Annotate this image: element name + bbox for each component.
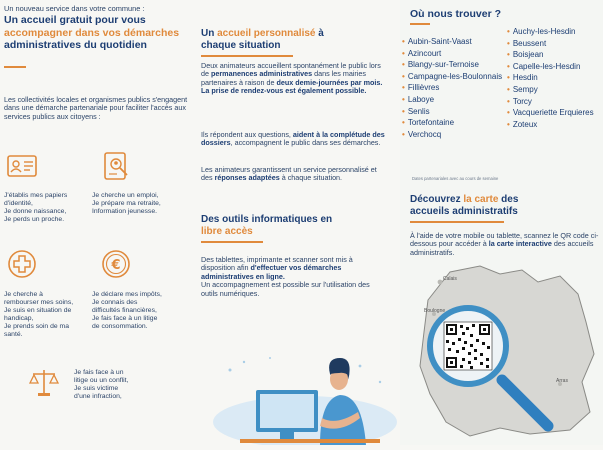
list-item: • Zoteux [507,119,538,129]
map-label-calais: Calais [443,276,457,282]
map-label-boulogne: Boulogne [424,308,446,314]
location-list-left [402,36,502,140]
heading-underline-2 [201,241,263,243]
intro-text: Un nouveau service dans votre commune : [4,4,145,13]
job-search-icon [100,150,132,182]
list-item: • Tortefontaine [402,118,455,128]
list-item: • Campagne-les-Boulonnais [402,71,503,81]
justice-scale-icon [28,366,60,398]
list-item: • Beussent [507,38,547,48]
list-item: • Hesdin [507,73,538,83]
list-item: • Torcy [507,96,532,106]
locations-underline [410,23,430,25]
column-services [0,0,200,445]
list-item: • Boisjean [507,50,544,60]
map-label-arras: Arras [556,378,568,384]
paragraph-service: Les animateurs garantissent un service personnalisé et des réponses adaptées à chaque situation. [201,165,377,183]
carte-underline [410,221,504,223]
heading-accueil-personnalise: Un accueil personnalisé à chaque situation [201,28,324,51]
caption-identity: J'établis mes papiers d'identité, Je donne naissance, Je perds un proche. [4,192,68,223]
caption-justice: Je fais face à un litige ou un conflit, Je suis victime d'une infraction, [74,369,129,400]
heading-underline [201,55,293,57]
caption-health: Je cherche à rembourser mes soins, Je suis en situation de handicap, Je prends soin de ma santé. [4,291,74,338]
paragraph-carte: À l'aide de votre mobile ou tablette, scannez le QR code ci-dessous pour accéder à la carte interactive des accueils administratifs. [410,231,599,257]
list-item: • Fillièvres [402,83,440,93]
list-item: • Senlis [402,106,430,116]
region-map-with-qr [410,262,600,442]
list-item: • Azincourt [402,48,442,58]
list-item: • Sempy [507,84,538,94]
list-item: • Aubin-Saint-Vaast [402,37,472,46]
list-item: • Verchocq [402,129,442,139]
list-item: • Capelle-les-Hesdin [507,61,581,71]
list-item: • Blangy-sur-Ternoise [402,60,479,70]
locations-title: Où nous trouver ? [410,8,502,20]
list-item: • Laboye [402,94,435,104]
health-cross-icon [6,248,38,280]
heading-carte: Découvrez la carte des accueils administratifs [410,194,519,217]
paragraph-questions: Ils répondent aux questions, aident à la complétude des dossiers, accompagnent le public dans ses démarches. [201,130,385,148]
paragraph-outils: Des tablettes, imprimante et scanner sont mis à disposition afin d'effectuer vos démarches administratives en ligne. Un accompagnement est possible sur l'utilisation des outils numériques. [201,255,370,298]
svg-text:€: € [111,258,121,273]
locations-footnote: Dates partenariales avec au cours de semaine [412,176,499,181]
euro-coin-icon [100,248,132,280]
location-list-right [507,26,594,130]
caption-employment: Je cherche un emploi, Je prépare ma retraite, Information jeunesse. [92,192,161,215]
intro-paragraph: Les collectivités locales et organismes publics s'engagent dans une démarche partenariale pour faciliter l'accès aux services publics aux citoyens : [4,95,188,121]
caption-finance: Je déclare mes impôts, Je connais des difficultés financières, Je fais face à un litige de consommation. [92,291,162,330]
computer-user-illustration [210,352,400,445]
paragraph-permanences: Deux animateurs accueillent spontanément le public lors de permanences administratives dans les mairies partenaires à raison de deux demie-journées par mois. La prise de rendez-vous est également possible. [201,61,383,96]
list-item: • Auchy-les-Hesdin [507,27,576,36]
main-headline: Un accueil gratuit pour vous accompagner dans vos démarches administratives du quotidien [4,14,180,51]
orange-divider [4,66,26,68]
heading-outils: Des outils informatiques en libre accès [201,214,333,237]
list-item: • Vacqueriette Erquieres [507,108,594,118]
id-card-icon [6,150,38,182]
